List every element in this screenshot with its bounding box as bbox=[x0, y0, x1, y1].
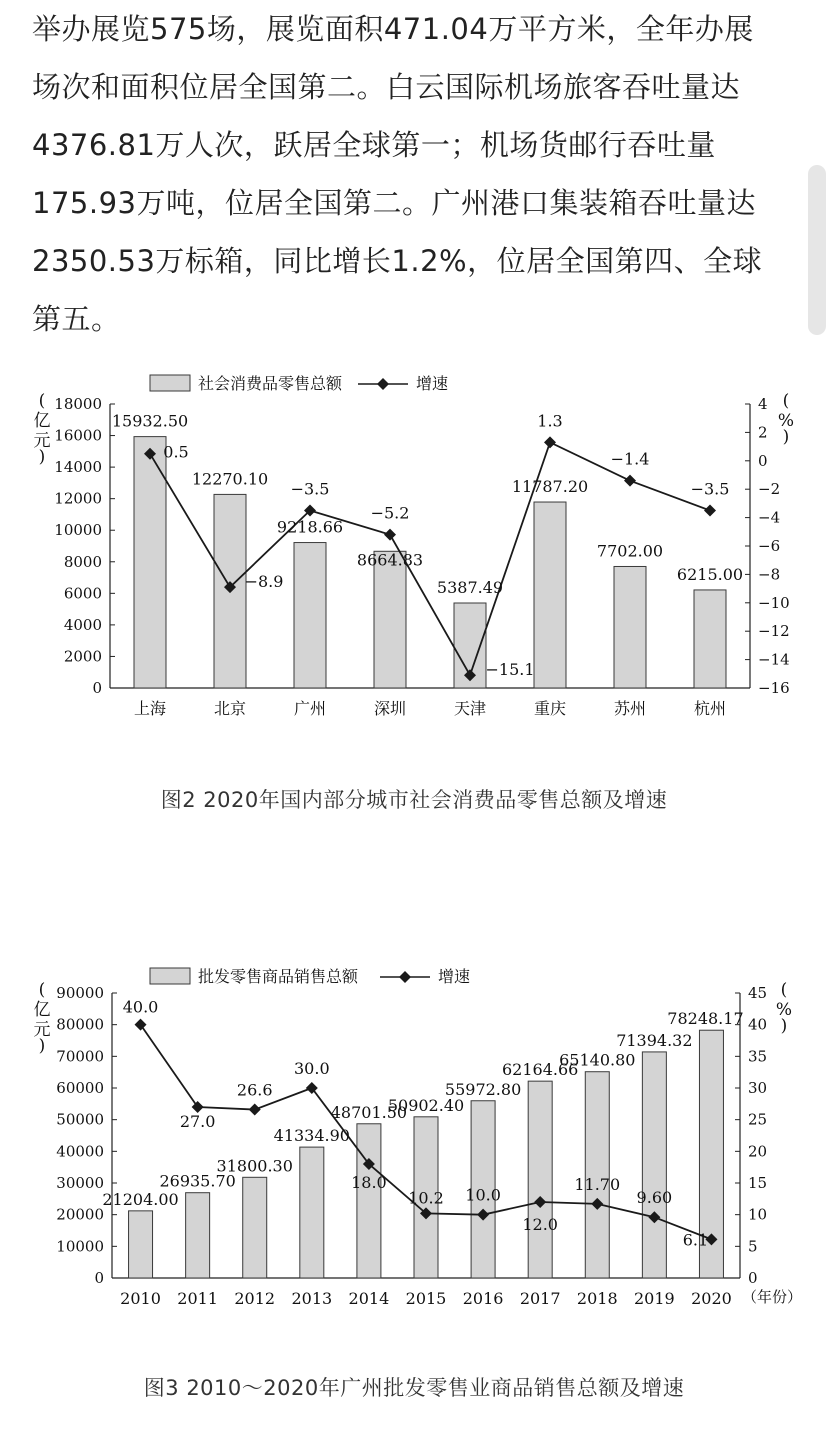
bar bbox=[528, 1081, 552, 1278]
bar-value-label: 12270.10 bbox=[191, 469, 269, 489]
y-left-tick-label: 40000 bbox=[56, 1142, 104, 1161]
x-tick-label: 2020 bbox=[691, 1289, 732, 1308]
bar-value-label: 6215.00 bbox=[676, 564, 744, 584]
growth-value-label: 40.0 bbox=[122, 997, 159, 1017]
bar bbox=[294, 543, 326, 688]
y-right-tick-label: 45 bbox=[748, 984, 768, 1002]
y-left-tick-label: 20000 bbox=[56, 1205, 104, 1224]
bar-value-label: 50902.40 bbox=[387, 1095, 465, 1115]
y-left-paren-close: ) bbox=[38, 1036, 46, 1056]
bar bbox=[374, 551, 406, 688]
growth-value-label: 26.6 bbox=[236, 1080, 273, 1100]
article-line: 2350.53万标箱，同比增长1.2%，位居全国第四、全球 bbox=[32, 244, 763, 278]
growth-value-label: 10.2 bbox=[408, 1188, 444, 1208]
growth-value-label: 18.0 bbox=[351, 1173, 387, 1192]
x-tick-label: 2016 bbox=[462, 1289, 504, 1308]
bar bbox=[642, 1052, 666, 1278]
legend-line-marker bbox=[377, 378, 389, 390]
legend-label-line: 增速 bbox=[438, 967, 471, 986]
x-tick-label: 上海 bbox=[133, 699, 167, 718]
y-right-tick-label: 25 bbox=[748, 1110, 768, 1129]
y-right-label: % bbox=[775, 1000, 793, 1020]
growth-value-label: −8.9 bbox=[244, 572, 284, 592]
bar bbox=[694, 590, 726, 688]
y-right-tick-label: 2 bbox=[758, 423, 768, 442]
y-left-tick-label: 2000 bbox=[63, 647, 102, 666]
chart-guangzhou-wholesale-retail bbox=[0, 955, 828, 1335]
growth-value-label: 6.1 bbox=[682, 1230, 709, 1250]
growth-marker bbox=[544, 436, 556, 448]
growth-value-label: 1.3 bbox=[537, 411, 563, 431]
x-tick-label: 苏州 bbox=[613, 699, 647, 718]
bar-value-label: 15932.50 bbox=[111, 411, 189, 431]
y-right-tick-label: −14 bbox=[758, 650, 790, 669]
y-right-paren-close: ) bbox=[780, 1016, 788, 1036]
x-tick-label: 深圳 bbox=[373, 699, 407, 718]
growth-marker bbox=[135, 1019, 147, 1031]
bar-value-label: 26935.70 bbox=[159, 1171, 236, 1191]
bar-value-label: 7702.00 bbox=[596, 541, 664, 561]
y-left-tick-label: 14000 bbox=[54, 458, 102, 477]
bar bbox=[243, 1177, 267, 1278]
y-left-tick-label: 60000 bbox=[56, 1079, 104, 1097]
y-right-tick-label: −2 bbox=[758, 480, 781, 499]
y-right-tick-label: 15 bbox=[748, 1174, 768, 1192]
bar bbox=[614, 566, 646, 688]
y-left-tick-label: 0 bbox=[92, 679, 102, 697]
x-tick-label: 广州 bbox=[293, 699, 327, 718]
y-left-tick-label: 6000 bbox=[63, 584, 102, 603]
y-left-tick-label: 50000 bbox=[56, 1110, 104, 1129]
legend-label-bars: 批发零售商品销售总额 bbox=[198, 967, 359, 986]
y-left-tick-label: 8000 bbox=[63, 552, 102, 571]
growth-value-label: −15.1 bbox=[485, 660, 535, 680]
x-tick-label: 2017 bbox=[519, 1289, 561, 1308]
bar-value-label: 31800.30 bbox=[216, 1156, 293, 1176]
growth-value-label: 9.60 bbox=[636, 1188, 673, 1208]
x-tick-label: 2018 bbox=[576, 1289, 618, 1308]
growth-value-label: 10.0 bbox=[465, 1185, 501, 1205]
growth-value-label: 12.0 bbox=[522, 1215, 558, 1234]
legend-bar-swatch bbox=[150, 375, 190, 391]
x-tick-label: 2015 bbox=[405, 1289, 447, 1308]
article-line: 175.93万吨，位居全国第二。广州港口集装箱吞吐量达 bbox=[32, 186, 756, 220]
y-right-tick-label: −4 bbox=[758, 508, 781, 527]
growth-value-label: 0.5 bbox=[163, 442, 189, 462]
y-right-tick-label: −10 bbox=[758, 593, 790, 612]
x-axis-unit: （年份） bbox=[742, 1288, 803, 1306]
article-body bbox=[32, 0, 804, 348]
y-left-tick-label: 10000 bbox=[56, 1237, 104, 1256]
y-left-tick-label: 12000 bbox=[54, 489, 102, 508]
bar bbox=[357, 1124, 381, 1278]
y-left-tick-label: 90000 bbox=[56, 984, 104, 1002]
y-left-label-char: 元 bbox=[33, 1020, 51, 1040]
y-right-tick-label: −6 bbox=[758, 537, 781, 555]
growth-value-label: 27.0 bbox=[179, 1112, 216, 1131]
growth-marker bbox=[704, 505, 716, 517]
article-line: 举办展览575场，展览面积471.04万平方米，全年办展 bbox=[32, 12, 754, 46]
x-tick-label: 2014 bbox=[348, 1289, 390, 1308]
article-line: 场次和面积位居全国第二。白云国际机场旅客吞吐量达 bbox=[32, 70, 741, 104]
growth-marker bbox=[384, 529, 396, 541]
legend-label-line: 增速 bbox=[416, 374, 449, 393]
figure-caption-2: 图2 2020年国内部分城市社会消费品零售总额及增速 bbox=[160, 788, 668, 812]
growth-value-label: 11.70 bbox=[574, 1174, 621, 1194]
x-tick-label: 2019 bbox=[634, 1289, 675, 1308]
y-right-paren-open: ( bbox=[780, 980, 788, 1000]
y-right-tick-label: −16 bbox=[758, 679, 790, 697]
y-left-paren-open: ( bbox=[38, 391, 46, 411]
article-line: 第五。 bbox=[32, 302, 121, 336]
bar-value-label: 21204.00 bbox=[102, 1189, 179, 1209]
chart-retail-sales-by-city bbox=[0, 360, 828, 740]
bar bbox=[134, 437, 166, 688]
growth-value-label: 30.0 bbox=[294, 1059, 330, 1078]
x-tick-label: 2011 bbox=[177, 1289, 218, 1308]
bar-value-label: 9218.66 bbox=[276, 517, 344, 537]
article-line: 4376.81万人次，跃居全球第一；机场货邮行吞吐量 bbox=[32, 128, 716, 162]
y-left-label-char: 元 bbox=[33, 431, 51, 451]
y-left-tick-label: 70000 bbox=[56, 1047, 104, 1066]
y-left-tick-label: 16000 bbox=[54, 426, 102, 445]
x-tick-label: 天津 bbox=[453, 699, 487, 718]
bar-value-label: 78248.17 bbox=[667, 1009, 744, 1029]
y-left-paren-open: ( bbox=[38, 980, 46, 1000]
bar-value-label: 55972.80 bbox=[444, 1079, 522, 1099]
bar-value-label: 71394.32 bbox=[616, 1030, 693, 1050]
y-right-tick-label: 0 bbox=[758, 451, 768, 470]
x-tick-label: 2010 bbox=[120, 1289, 161, 1308]
y-right-tick-label: 35 bbox=[748, 1047, 768, 1066]
y-right-tick-label: 10 bbox=[748, 1205, 768, 1224]
y-right-tick-label: 5 bbox=[748, 1237, 758, 1256]
bar bbox=[300, 1147, 324, 1278]
bar-value-label: 41334.90 bbox=[273, 1126, 350, 1146]
growth-value-label: −5.2 bbox=[370, 503, 410, 523]
y-left-label-char: 亿 bbox=[33, 411, 51, 431]
bar-value-label: 5387.49 bbox=[436, 577, 504, 597]
figure-caption-3: 图3 2010～2020年广州批发零售业商品销售总额及增速 bbox=[143, 1376, 685, 1400]
growth-value-label: −3.5 bbox=[290, 479, 330, 499]
x-tick-label: 杭州 bbox=[693, 699, 727, 718]
bar-value-label: 65140.80 bbox=[559, 1050, 636, 1070]
bar bbox=[534, 502, 566, 688]
bar bbox=[186, 1193, 210, 1278]
growth-marker bbox=[624, 475, 636, 487]
growth-marker bbox=[249, 1104, 261, 1116]
bar-value-label: 48701.50 bbox=[330, 1102, 408, 1122]
y-left-tick-label: 18000 bbox=[54, 395, 102, 413]
legend-line-marker bbox=[399, 971, 411, 983]
y-left-paren-close: ) bbox=[38, 447, 46, 467]
x-tick-label: 重庆 bbox=[533, 699, 567, 718]
bar-value-label: 8664.83 bbox=[356, 550, 424, 570]
y-right-tick-label: −8 bbox=[758, 565, 781, 584]
bar-value-label: 62164.66 bbox=[502, 1060, 579, 1080]
bar-value-label: 11787.20 bbox=[511, 477, 589, 497]
x-tick-label: 2013 bbox=[291, 1289, 333, 1308]
y-left-tick-label: 4000 bbox=[63, 615, 102, 634]
scrollbar-thumb[interactable] bbox=[808, 165, 826, 335]
x-tick-label: 2012 bbox=[234, 1289, 276, 1308]
x-tick-label: 北京 bbox=[213, 699, 247, 718]
bar bbox=[129, 1211, 153, 1278]
y-right-tick-label: 40 bbox=[748, 1015, 768, 1034]
y-right-tick-label: 30 bbox=[748, 1079, 768, 1097]
growth-value-label: −3.5 bbox=[690, 479, 730, 499]
y-right-paren-close: ) bbox=[782, 427, 790, 447]
y-right-tick-label: 0 bbox=[748, 1269, 758, 1287]
y-left-tick-label: 0 bbox=[94, 1269, 104, 1287]
y-left-label-char: 亿 bbox=[33, 1000, 51, 1020]
growth-value-label: −1.4 bbox=[610, 449, 650, 469]
y-right-paren-open: ( bbox=[782, 391, 790, 411]
y-left-tick-label: 10000 bbox=[54, 521, 102, 540]
y-right-tick-label: 20 bbox=[748, 1142, 768, 1161]
legend-label-bars: 社会消费品零售总额 bbox=[198, 374, 343, 393]
y-right-tick-label: 4 bbox=[758, 395, 768, 413]
y-right-label: % bbox=[777, 411, 795, 431]
y-left-tick-label: 80000 bbox=[56, 1015, 104, 1034]
y-left-tick-label: 30000 bbox=[56, 1174, 104, 1192]
legend-bar-swatch bbox=[150, 968, 190, 984]
y-right-tick-label: −12 bbox=[758, 622, 790, 641]
